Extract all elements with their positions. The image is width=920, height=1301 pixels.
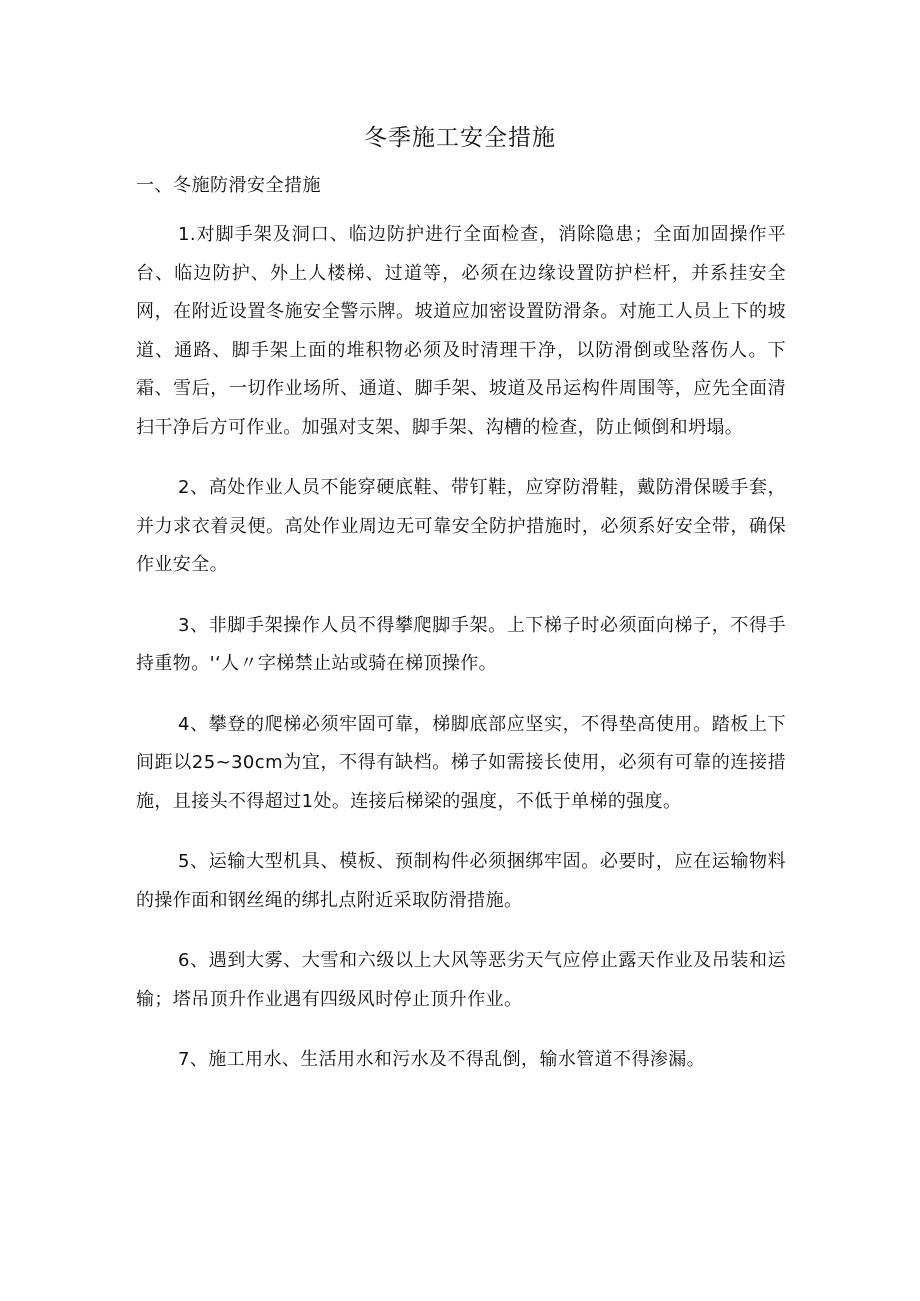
- document-body: [136, 216, 786, 1102]
- paragraph-6: 6、遇到大雾、大雪和六级以上大风等恶劣天气应停止露天作业及吊装和运输；塔吊顶升作业遇有四级风时停止顶升作业。: [136, 950, 786, 1010]
- section-heading: 一、冬施防滑安全措施: [136, 175, 321, 196]
- paragraph-2: 2、高处作业人员不能穿硬底鞋、带钉鞋，应穿防滑鞋，戴防滑保暖手套，并力求衣着灵便。高处作业周边无可靠安全防护措施时，必须系好安全带，确保作业安全。: [136, 477, 786, 575]
- paragraph-4: 4、攀登的爬梯必须牢固可靠，梯脚底部应坚实，不得垫高使用。踏板上下间距以25~30cm为宜，不得有缺档。梯子如需接长使用，必须有可靠的连接措施，且接头不得超过1处。连接后梯梁的强度，不低于单梯的强度。: [136, 713, 786, 812]
- paragraph-1: 1.对脚手架及洞口、临边防护进行全面检查，消除隐患；全面加固操作平台、临边防护、外上人楼梯、过道等，必须在边缘设置防护栏杆，并系挂安全网，在附近设置冬施安全警示牌。坡道应加密设置防滑条。对施工人员上下的坡道、通路、脚手架上面的堆积物必须及时清理干净，以防滑倒或坠落伤人。下霜、雪后，一切作业场所、通道、脚手架、坡道及吊运构件周围等，应先全面清扫干净后方可作业。加强对支架、脚手架、沟槽的检查，防止倾倒和坍塌。: [136, 224, 786, 438]
- paragraph-7: 7、施工用水、生活用水和污水及不得乱倒，输水管道不得渗漏。: [178, 1049, 706, 1070]
- paragraph-5: 5、运输大型机具、模板、预制构件必须捆绑牢固。必要时，应在运输物料的操作面和钢丝绳的绑扎点附近采取防滑措施。: [136, 851, 786, 911]
- document-title: 冬季施工安全措施: [364, 125, 556, 151]
- paragraph-3: 3、非脚手架操作人员不得攀爬脚手架。上下梯子时必须面向梯子，不得手持重物。'‘人〃字梯禁止站或骑在梯顶操作。: [136, 614, 786, 674]
